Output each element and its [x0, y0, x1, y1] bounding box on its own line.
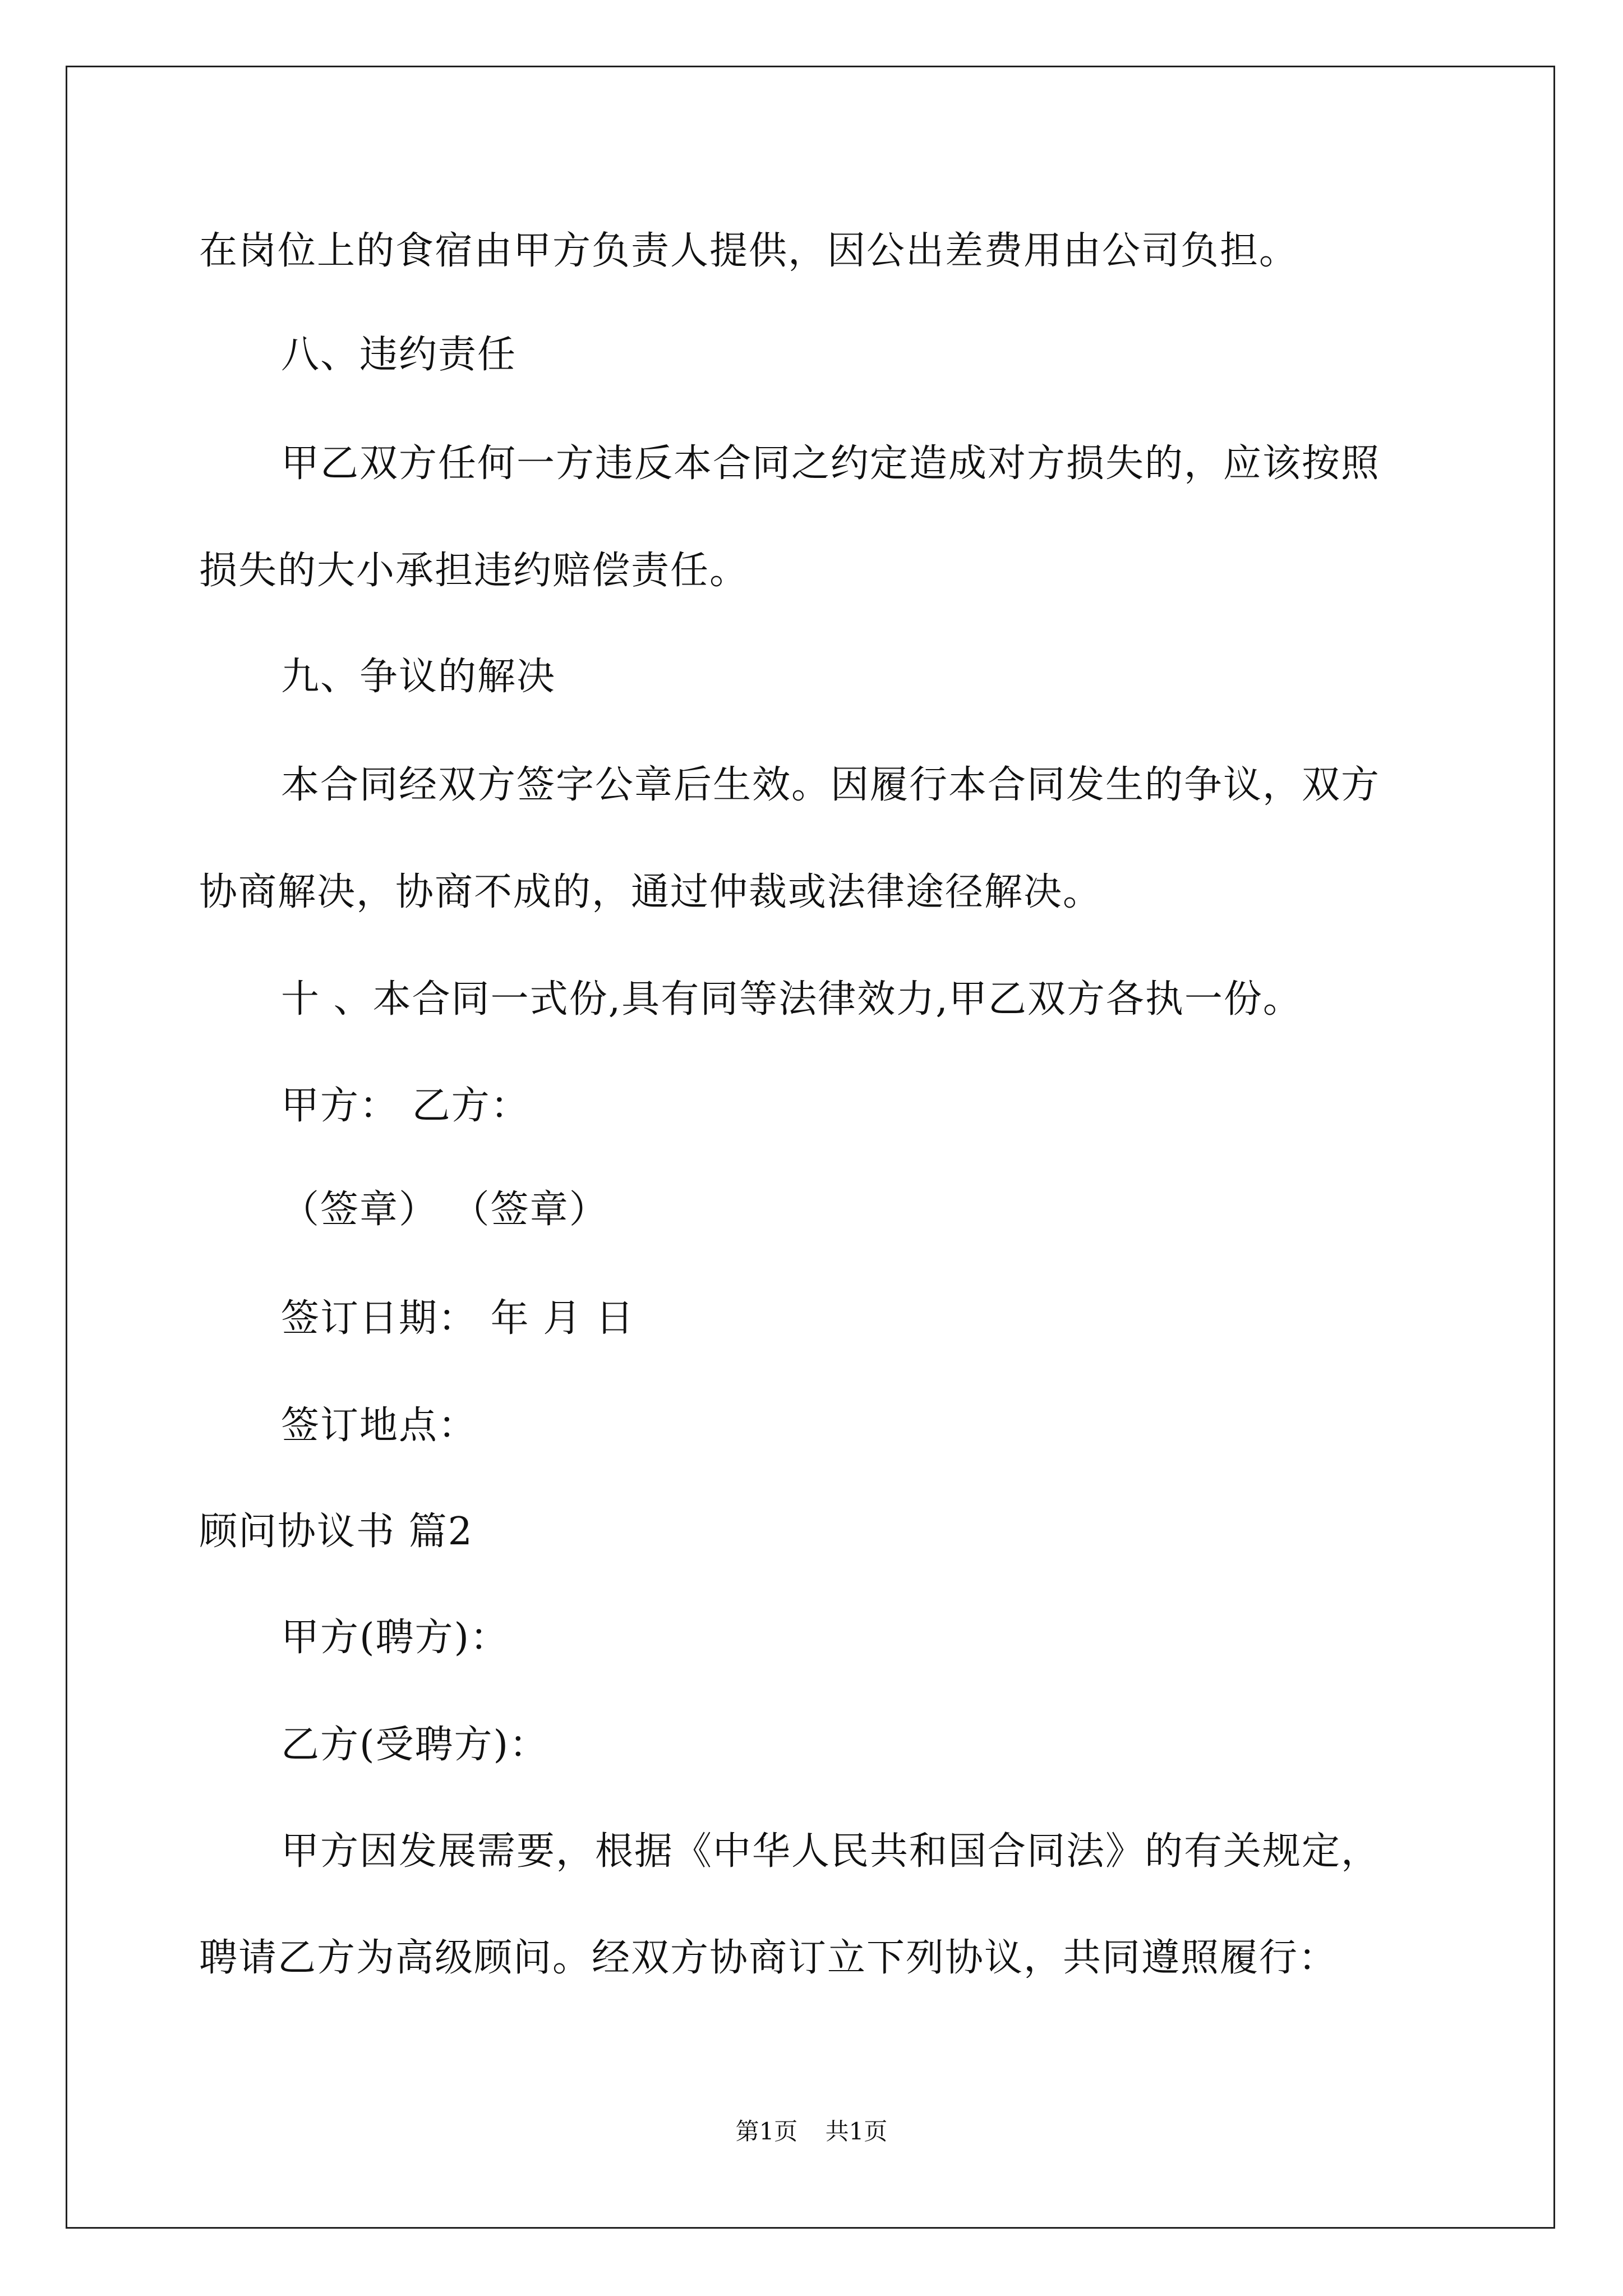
paragraph-line: 协商解决，协商不成的，通过仲裁或法律途径解决。	[199, 870, 1103, 914]
paragraph-line: 十 、本合同一式份,具有同等法律效力,甲乙双方各执一份。	[281, 977, 1302, 1022]
paragraph-line: 在岗位上的食宿由甲方负责人提供，因公出差费用由公司负担。	[199, 229, 1299, 273]
paragraph-line: 甲乙双方任何一方违反本合同之约定造成对方损失的，应该按照	[281, 441, 1381, 486]
paragraph-line: 聘请乙方为高级顾问。经双方协商订立下列协议，共同遵照履行：	[199, 1936, 1338, 1980]
section-heading: 九、争议的解决	[281, 655, 556, 699]
page-border	[66, 66, 1555, 2229]
page-footer	[0, 2115, 1623, 2148]
signature-parties: 甲方： 乙方：	[281, 1084, 530, 1128]
signing-place: 签订地点：	[281, 1404, 478, 1448]
paragraph-line: 损失的大小承担违约赔偿责任。	[199, 549, 749, 593]
document-title: 顾问协议书 篇2	[199, 1510, 473, 1554]
paragraph-line: 甲方因发展需要，根据《中华人民共和国合同法》的有关规定，	[281, 1829, 1381, 1874]
page-number-total: 共1页	[825, 2118, 888, 2145]
party-b-line: 乙方(受聘方)：	[281, 1723, 549, 1767]
signing-date: 签订日期： 年 月 日	[281, 1296, 635, 1341]
signature-seals: （签章） （签章）	[281, 1188, 608, 1232]
party-a-line: 甲方(聘方)：	[281, 1616, 510, 1660]
section-heading: 八、违约责任	[281, 333, 517, 377]
paragraph-line: 本合同经双方签字公章后生效。因履行本合同发生的争议，双方	[281, 763, 1381, 807]
page-number-current: 第1页	[735, 2118, 798, 2145]
